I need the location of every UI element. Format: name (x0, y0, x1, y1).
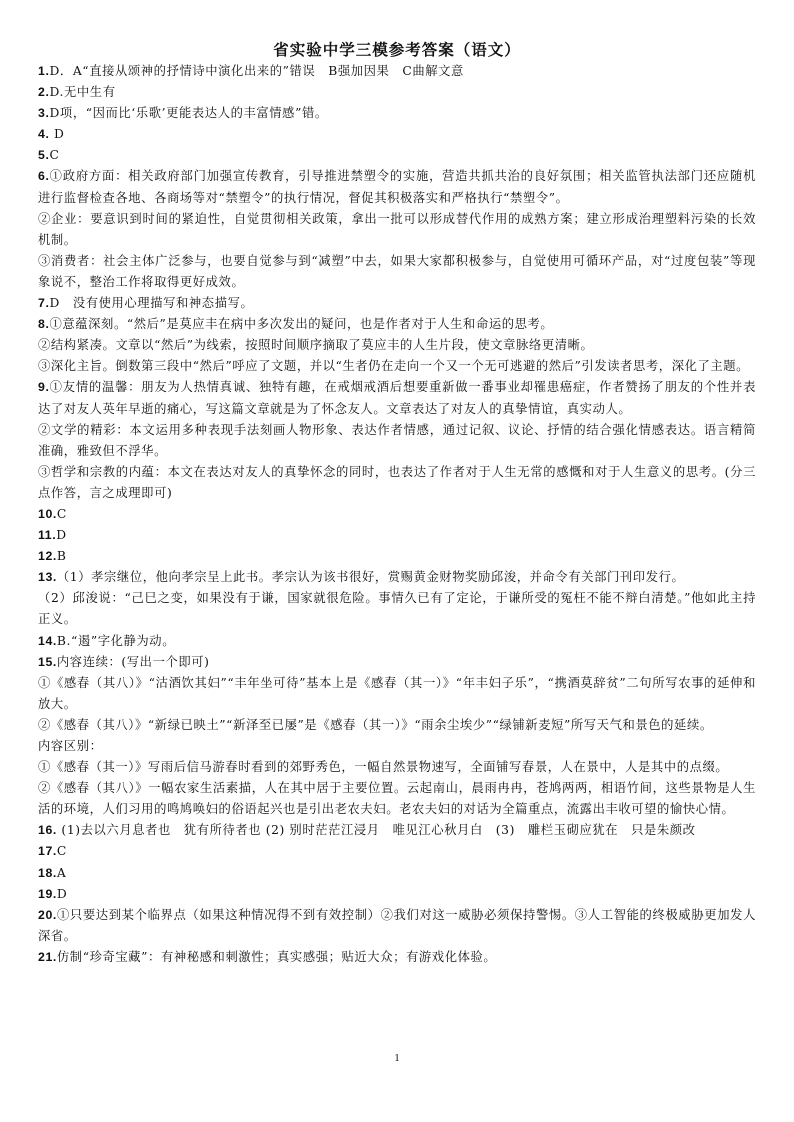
answer-text: ①政府方面：相关政府部门加强宣传教育，引导推进禁塑令的实施，营造共抓共治的良好氛围；相关监管执法部门还应随机进行监督检查各地、各商场等对“禁塑令”的执行情况，督促其积极落实和严格执行“禁塑令”。 (38, 169, 756, 205)
question-number: 17. (38, 844, 57, 859)
answer-text: D．A“直接从颂神的抒情诗中演化出来的”错误 B强加因果 C曲解文意 (49, 64, 464, 78)
answer-list (38, 61, 756, 968)
answer-text: 内容区别： (38, 739, 103, 753)
question-number: 6. (38, 169, 50, 184)
answer-text: ①《感春（其一）》写雨后信马游春时看到的郊野秀色，一幅自然景物速写，全面铺写春景，人在景中，人是其中的点缀。 (38, 760, 729, 775)
answer-item (38, 567, 756, 588)
question-number: 20. (38, 907, 57, 922)
answer-text: D (56, 528, 67, 543)
answer-text: （1）孝宗继位，他向孝宗呈上此书。孝宗认为该书很好，赏赐黄金财物奖励邱浚，并命令有关部门刊印发行。 (56, 570, 685, 585)
question-number: 11. (38, 528, 57, 543)
answer-text: D.无中生有 (49, 85, 116, 100)
answer-text: ③哲学和宗教的内蕴：本文在表达对友人的真挚怀念的同时，也表达了作者对于人生无常的感慨和对于人生意义的思考。(分三点作答，言之成理即可) (38, 464, 756, 500)
answer-item (38, 546, 756, 567)
answer-item (38, 947, 756, 968)
question-number: 21. (38, 949, 57, 964)
answer-item (38, 715, 756, 736)
page-title: 省实验中学三模参考答案（语文） (273, 40, 521, 59)
answer-text: ②结构紧凑。文章以“然后”为线索，按照时间顺序摘取了莫应丰的人生片段，使文章脉络更清晰。 (38, 338, 594, 353)
answer-item (38, 61, 756, 82)
answer-item (38, 884, 756, 905)
answer-item (38, 209, 756, 251)
answer-text: D (56, 886, 68, 901)
answer-item (38, 82, 756, 103)
answer-item (38, 356, 756, 377)
answer-text: (1)去以六月息者也 犹有所待者也 (2) 别时茫茫江浸月 唯见江心秋月白 (3) 雕栏玉砌应犹在 只是朱颜改 (56, 823, 696, 838)
answer-item (38, 736, 756, 757)
answer-text: ②《感春（其八）》“新绿已映土”“新泽至已屡”是《感春（其一）》“雨余尘埃少”“绿铺新麦短”所写天气和景色的延续。 (38, 717, 713, 732)
question-number: 5. (38, 148, 50, 163)
answer-item (38, 124, 756, 145)
answer-text: ②文学的精彩：本文运用多种表现手法刻画人物形象、表达作者情感，通过记叙、议论、抒情的结合强化情感表达。语言精简准确，雅致但不浮华。 (38, 422, 756, 458)
answer-text: D (49, 127, 65, 142)
question-number: 10. (38, 506, 57, 521)
answer-text: ①友情的温馨：朋友为人热情真诚、独特有趣，在戒烟戒酒后想要重新做一番事业却罹患癌症，作者赞扬了朋友的个性并表达了对友人英年早逝的痛心，写这篇文章就是为了怀念友人。文章表达了对友人的真挚情谊，真实动人。 (38, 380, 756, 416)
question-number: 14. (38, 633, 57, 648)
question-number: 7. (38, 296, 50, 311)
answer-item (38, 652, 756, 673)
question-number: 2. (38, 85, 50, 100)
question-number: 18. (38, 865, 57, 880)
answer-text: （2）邱浚说：“己巳之变，如果没有于谦，国家就很危险。事情久已有了定论，于谦所受的冤枉不能不辩白清楚。”他如此主持正义。 (38, 591, 756, 627)
answer-text: C (49, 148, 60, 163)
answer-text: 仿制“珍奇宝藏”：有神秘感和刺激性；真实感强；贴近大众；有游戏化体验。 (56, 949, 497, 964)
question-number: 1. (38, 64, 50, 78)
answer-item (38, 841, 756, 862)
answer-text: ③深化主旨。倒数第三段中“然后”呼应了文题，并以“生者仍在走向一个又一个无可逃避的然后”引发读者思考，深化了主题。 (38, 359, 750, 374)
answer-text: ①只要达到某个临界点（如果这种情况得不到有效控制）②我们对这一威胁必须保持警惕。③人工智能的终极威胁更加发人深省。 (38, 907, 756, 943)
answer-text: 内容连续：(写出一个即可) (56, 654, 210, 669)
answer-text: C (56, 506, 67, 521)
answer-item (38, 525, 756, 546)
answer-text: C (56, 844, 67, 859)
answer-item (38, 504, 756, 525)
answer-text: ②企业：要意识到时间的紧迫性，自觉贯彻相关政策，拿出一批可以形成替代作用的成熟方案；建立形成治理塑料污染的长效机制。 (38, 211, 756, 247)
answer-text: ①《感春（其八）》“沽酒饮其妇”“丰年坐可待”基本上是《感春（其一）》“年丰妇子乐”，“携酒莫辞贫”二句所写农事的延伸和放大。 (38, 675, 756, 711)
answer-text: ①意蕴深刻。“然后”是莫应丰在病中多次发出的疑问，也是作者对于人生和命运的思考。 (49, 317, 554, 332)
answer-item (38, 863, 756, 884)
answer-item (38, 377, 756, 419)
page-number: 1 (394, 1052, 400, 1064)
answer-text: B (56, 549, 67, 564)
answer-item (38, 820, 756, 841)
answer-item (38, 420, 756, 462)
question-number: 8. (38, 317, 50, 332)
answer-item (38, 145, 756, 166)
answer-item (38, 905, 756, 947)
answer-item (38, 673, 756, 715)
question-number: 9. (38, 380, 50, 395)
answer-item (38, 166, 756, 208)
question-number: 15. (38, 654, 57, 669)
question-number: 3. (38, 106, 50, 121)
question-number: 19. (38, 886, 57, 901)
answer-item (38, 757, 756, 778)
answer-item (38, 335, 756, 356)
answer-text: ③消费者：社会主体广泛参与，也要自觉参与到“减塑”中去，如果大家都积极参与，自觉使用可循环产品，对“过度包装”等现象说不，整治工作将取得更好成效。 (38, 253, 756, 289)
answer-text: B.“遏”字化静为动。 (56, 633, 176, 648)
answer-item (38, 314, 756, 335)
question-number: 16. (38, 823, 57, 838)
answer-item (38, 251, 756, 293)
answer-item (38, 293, 756, 314)
answer-text: ②《感春（其八）》一幅农家生活素描，人在其中居于主要位置。云起南山，晨雨冉冉，苍鸠两两，相语竹间，这些景物是人生活的环境，人们习用的鸣鸠唤妇的俗语起兴也是引出老农夫妇。老农夫妇的对话为全篇重点，流露出丰收可望的愉快心情。 (38, 781, 756, 817)
question-number: 13. (38, 570, 57, 585)
answer-item (38, 778, 756, 820)
answer-text: D 没有使用心理描写和神态描写。 (49, 296, 254, 311)
answer-item (38, 462, 756, 504)
answer-text: A (56, 865, 67, 880)
answer-item (38, 631, 756, 652)
answer-item (38, 103, 756, 124)
answer-text: D项，“因而比‘乐歌’更能表达人的丰富情感”错。 (49, 106, 328, 121)
answer-item (38, 588, 756, 630)
question-number: 12. (38, 549, 57, 564)
question-number: 4. (38, 127, 50, 142)
